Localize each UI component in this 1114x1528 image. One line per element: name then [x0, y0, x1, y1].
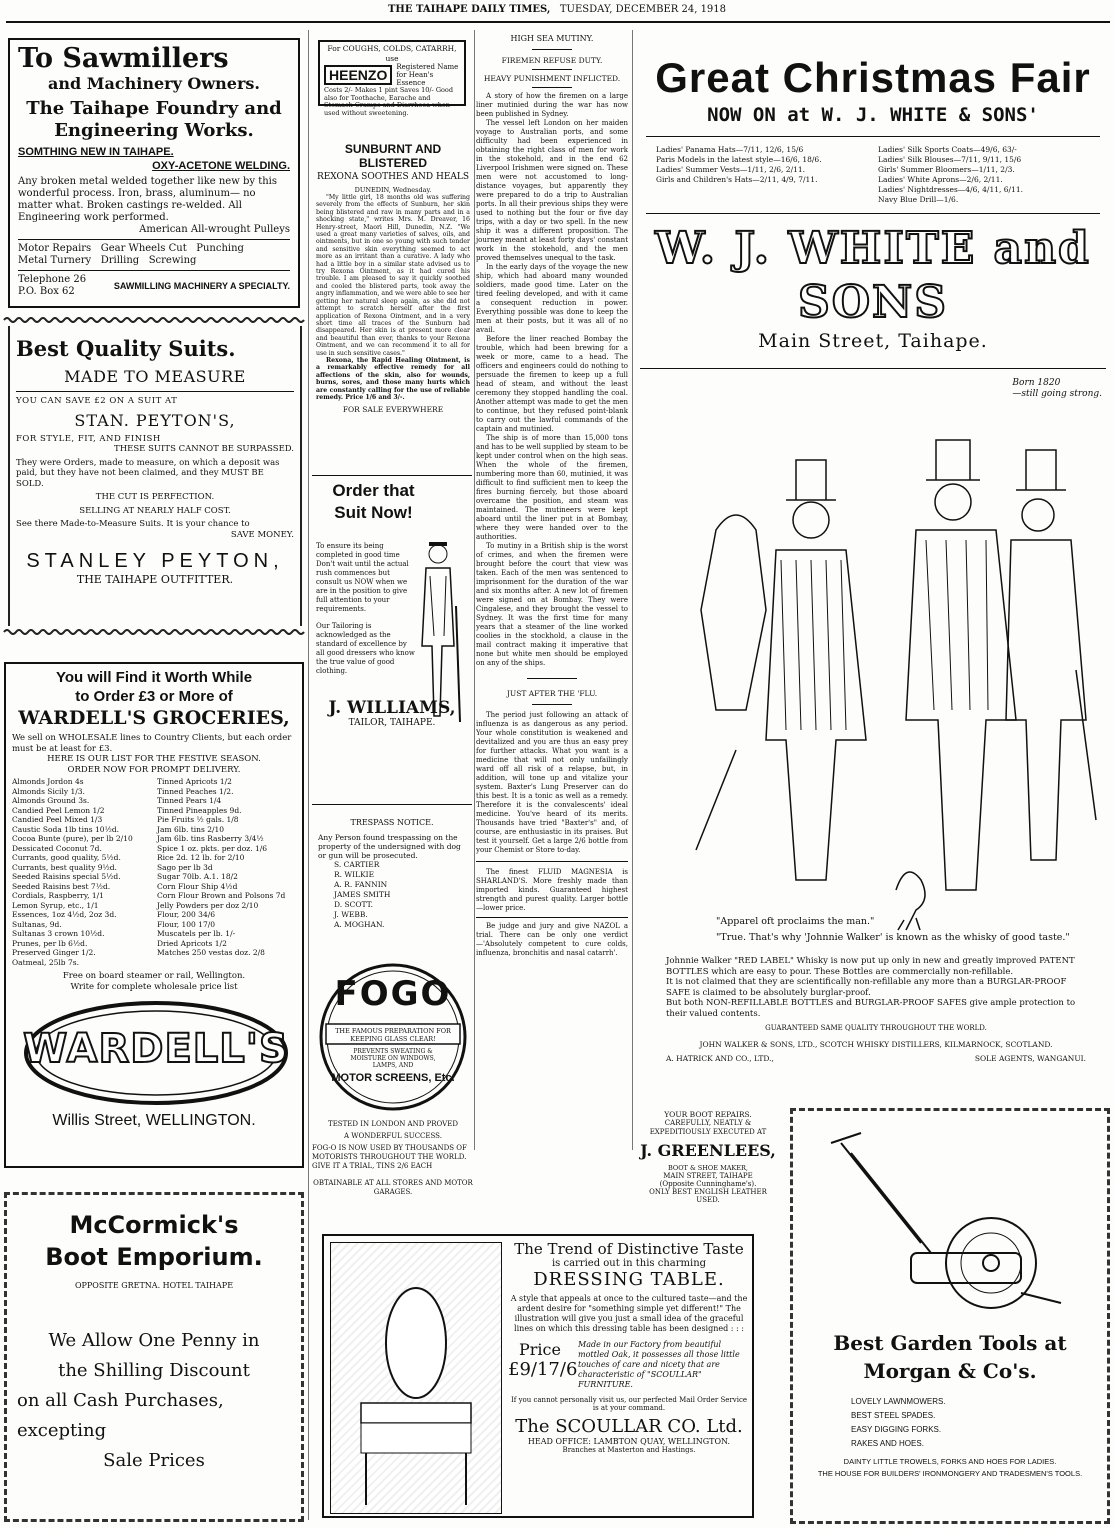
wardell-h1: You will Find it Worth While — [55, 669, 253, 686]
white-h2: NOW ON at W. J. WHITE & SONS' — [707, 104, 1039, 126]
trespass-body: Any Person found trespassing on the property of the undersigned with dog or gun will be prosecuted. — [318, 833, 461, 860]
mutiny-p1: A story of how the firemen on a large liner mutinied during the war has now been published in Sydney. — [476, 92, 628, 118]
suits-ad — [8, 326, 302, 626]
wardell-list-item: Sago per lb 3d — [157, 862, 213, 872]
fogo-obtain: OBTAINABLE AT ALL STORES AND MOTOR GARAGES. — [313, 1179, 473, 1196]
allow-line-1: We Allow One Penny in — [48, 1330, 260, 1351]
wardell-list-item: Candied Peel Mixed 1/3 — [12, 815, 103, 824]
walker-maker: JOHN WALKER & SONS, LTD., SCOTCH WHISKY DISTILLERS, KILMARNOCK, SCOTLAND. — [699, 1039, 1053, 1049]
services: Motor Repairs Gear Wheels Cut Punching Metal Turnery Drilling Screwing — [18, 243, 244, 266]
mccormick-title: McCormick's — [69, 1211, 239, 1239]
column-rule-1 — [308, 30, 309, 1520]
allow-line-3: on all Cash Purchases, excepting — [17, 1390, 224, 1441]
heenzo-reg: Registered Name for Hean's Essence — [396, 63, 459, 87]
heenzo-ad — [318, 40, 466, 117]
paper-date: TUESDAY, DECEMBER 24, 1918 — [559, 4, 727, 15]
wardell-list-item: Flour, 200 34/6 — [157, 910, 216, 919]
wardell-list-item: Seeded Raisins best 7½d. — [12, 881, 111, 891]
scoullar-h3: DRESSING TABLE. — [533, 1269, 725, 1290]
scoullar-made: Made in our Factory from beautiful mottled Oak, it possesses all those little touches of care and nicety that are characteristic of "SCOULLAR" FURNITURE. — [578, 1340, 740, 1389]
wardell-list-item: Jelly Powders per doz 2/10 — [157, 900, 259, 910]
wardell-list-item: Candied Peel Lemon 1/2 — [12, 805, 105, 815]
scoullar-copy — [508, 1240, 750, 1454]
column-rule-2 — [474, 30, 475, 1150]
fogo-motor: MOTOR SCREENS, Etc. — [331, 1072, 455, 1084]
allow-line-2: the Shilling Discount — [58, 1360, 250, 1381]
trespass-name: S. CARTIER — [334, 860, 380, 869]
wardell-h3: WARDELL'S GROCERIES, — [18, 707, 290, 729]
suits-save: YOU CAN SAVE £2 ON A SUIT AT — [16, 396, 178, 406]
mccormick-opp: OPPOSITE GRETNA. HOTEL TAIHAPE — [74, 1281, 234, 1290]
greenlees-l6: ONLY BEST ENGLISH LEATHER USED. — [649, 1188, 767, 1204]
wardell-left-list — [12, 777, 151, 967]
rexona-h2: REXONA SOOTHES AND HEALS — [316, 172, 470, 182]
walker-guarantee: GUARANTEED SAME QUALITY THROUGHOUT THE WORLD. — [765, 1024, 987, 1032]
greenlees-ad — [632, 1108, 784, 1220]
williams-h: Order that Suit Now! — [332, 481, 415, 522]
fogo-body: FOG-O IS NOW USED BY THOUSANDS OF MOTORISTS THROUGHOUT THE WORLD. GIVE IT A TRIAL, TINS 2/6 EACH — [312, 1144, 467, 1170]
williams-body: To ensure its being completed in good time Don't wait until the actual rush commences but consult us NOW when we are in the position to give full attention to your requirements. — [316, 542, 409, 613]
scoullar-name: The SCOULLAR CO. Ltd. — [515, 1416, 743, 1437]
walker-body: Johnnie Walker "RED LABEL" Whisky is now put up only in new and greatly improved PATENT BOTTLES which are easy to pour. These Bottles are commercially non-refillable. — [666, 956, 1075, 977]
williams-body2: Our Tailoring is acknowledged as the standard of excellence by all good dressers who know the true value of good clothing. — [316, 622, 415, 675]
wardell-right-list — [157, 777, 296, 967]
mutiny-p5: The ship is of more than 15,000 tons and has to be well supplied by steam to be kept under control when on the high seas. When the whole of the firemen, numbering more than 60, mutinied, it was difficult to find sufficient men to keep the fires burning fiercely, but those aboard overcame the position, and steam was maintained. The mutineers were kept aboard until the liner put in at Bombay, where they were handed over to the authorities. — [476, 434, 628, 541]
wardell-list-item: Preserved Ginger 1/2. — [12, 948, 96, 957]
greenlees-l5: (Opposite Cunninghame's). — [659, 1180, 757, 1188]
scoullar-h2: is carried out in this charming — [551, 1258, 707, 1269]
pulleys: American All-wrought Pulleys — [139, 224, 290, 235]
flu-body: The period just following an attack of influenza is as dangerous as any period. Your whole constitution is weakened and devitalized and you are thus an easy prey for further attacks. What you want is a medicine that will not only unfailingly ward off all risk of a relapse, but, in addition, will tone up and vitalize your system. Baxter's Lung Preserver can do this best. It is a tonic as well as a remedy. Therefore it is the convalescents' ideal medicine. You've heard of its merits. Thousands have tried "Baxter's" and, of course, are enthusiastic in its praises. But test it yourself. Get a large 2/6 bottle from your Chemist or Store to-day. — [476, 711, 628, 854]
williams-name: J. WILLIAMS, — [328, 698, 456, 718]
suits-l4: THE CUT IS PERFECTION. — [95, 492, 215, 502]
magnesia-notice: The finest FLUID MAGNESIA is SHARLAND'S. More freshly made than imported kinds. Guaranteed highest strength and purest quality. Larger bottle—lower price. — [476, 868, 628, 912]
white-list-item: Navy Blue Drill—1/6. — [878, 195, 959, 204]
trespass-name: R. WILKIE — [334, 870, 375, 879]
wardell-list-item: Sugar 70lb. A.1. 18/2 — [157, 872, 238, 881]
white-street: Main Street, Taihape. — [758, 330, 988, 352]
mccormick-title-2: Boot Emporium. — [45, 1243, 263, 1271]
greenlees-l3: BOOT & SHOE MAKER, — [668, 1164, 748, 1172]
column-rule-3 — [632, 30, 633, 1150]
fogo-logo: FOGO — [334, 974, 452, 1014]
greenlees-l1: YOUR BOOT REPAIRS. — [664, 1110, 752, 1119]
masthead — [0, 4, 1114, 20]
wardell-list-item: Almonds Sicily 1/3. — [12, 786, 85, 796]
mutiny-p6: To mutiny in a British ship is the worst of crimes, and when the firemen were brought before the court that view was taken. Each of the men was sentenced to imprisonment for the duration of the war and six months after. A new lot of firemen were signed on at Bombay. They were Cingalese, and they brought the vessel to Sydney. It was the first time for many years that a steamer of the line worked coolies in the stockhold, a clause in the mail contract making it imperative that none but white men should be employed on any of the ships. — [476, 542, 628, 667]
fogo-success: A WONDERFUL SUCCESS. — [344, 1132, 442, 1140]
white-h1: Great Christmas Fair — [655, 54, 1091, 101]
scoullar-price-box — [508, 1340, 578, 1390]
trespass-name: A. MOGHAN. — [334, 920, 385, 929]
wardell-list-item: Jam 6lb. tins 2/10 — [157, 824, 225, 834]
trespass-names — [334, 860, 466, 930]
trespass-name: D. SCOTT. — [334, 900, 373, 909]
greenlees-name: J. GREENLEES, — [640, 1141, 776, 1160]
wardell-h2: to Order £3 or More of — [75, 688, 233, 705]
fogo-tested: TESTED IN LONDON AND PROVED — [328, 1120, 458, 1128]
wardell-ad — [4, 662, 304, 1168]
suits-l3: They were Orders, made to measure, on which a deposit was paid, but they have not been claimed, and they MUST BE SOLD. — [16, 457, 280, 489]
white-name: W. J. WHITE and SONS — [655, 223, 1091, 328]
wardell-intro: We sell on WHOLESALE lines to Country Clients, but each order must be at least for £3. — [12, 733, 292, 754]
rexona-ad — [316, 142, 470, 467]
white-walker-ad — [636, 40, 1110, 1100]
morgan-h2: Morgan & Co's. — [863, 1359, 1037, 1383]
suits-shop: STAN. PEYTON'S, — [74, 410, 236, 430]
morgan-item: EASY DIGGING FORKS. — [851, 1425, 942, 1434]
wardell-list-item: Caustic Soda 1lb tins 10½d. — [12, 824, 120, 834]
wardell-list-item: Sultanas 3 crown 10½d. — [12, 929, 105, 938]
wardell-list-item: Cocoa Bunte (pure), per lb 2/10 — [12, 834, 133, 843]
suits-l7: SAVE MONEY. — [230, 529, 294, 540]
white-right-list — [878, 145, 1090, 205]
wardell-list-item: Dried Apricots 1/2 — [157, 938, 227, 948]
sawmillers-body: Any broken metal welded together like new by this wonderful process. Iron, brass, aluminum— no matter what. Broken castings re-welded. All Engineering work performed. — [18, 176, 277, 223]
morgan-dainty: DAINTY LITTLE TROWELS, FORKS AND HOES FOR LADIES. — [843, 1457, 1057, 1466]
white-list-item: Paris Models in the latest style—16/6, 18/6. — [656, 155, 822, 164]
rexona-sale: FOR SALE EVERYWHERE — [342, 405, 444, 415]
suits-sub: MADE TO MEASURE — [64, 367, 246, 386]
wardell-list-item: Tinned Apricots 1/2 — [157, 777, 232, 786]
sawmillers-sub: and Machinery Owners. — [48, 74, 260, 93]
wardell-list-item: Essences, 1oz 4½d, 2oz 3d. — [12, 910, 117, 919]
mccormick-ad — [4, 1192, 304, 1522]
suits-l5: SELLING AT NEARLY HALF COST. — [79, 505, 231, 516]
wardell-list-item: Spice 1 oz. pkts. per doz. 1/6 — [157, 843, 268, 853]
phone: Telephone 26 P.O. Box 62 — [18, 274, 87, 297]
wardell-logo — [22, 998, 289, 1108]
suits-title: Best Quality Suits. — [16, 336, 236, 361]
tailor-figure-illustration — [416, 536, 464, 726]
scoullar-office: HEAD OFFICE: LAMBTON QUAY, WELLINGTON. — [527, 1437, 731, 1446]
scoullar-price: £9/17/6 — [508, 1359, 578, 1380]
news-column — [476, 34, 628, 1104]
white-list-item: Girls' Summer Bloomers—1/11, 2/3. — [878, 165, 1015, 174]
mutiny-h3: HEAVY PUNISHMENT INFLICTED. — [483, 74, 621, 83]
rexona-dateline: DUNEDIN, Wednesday. — [354, 186, 432, 194]
wardell-list-item: Pie Fruits ½ gals. 1/8 — [157, 815, 239, 824]
suits-l2: THESE SUITS CANNOT BE SURPASSED. — [114, 444, 294, 454]
allow-line-4: Sale Prices — [103, 1450, 205, 1471]
greenlees-l4: MAIN STREET, TAIHAPE — [663, 1172, 753, 1180]
rexona-body: "My little girl, 18 months old was suffering severely from the effects of Sunburn, her skin being blistered and raw in many parts and in a shocking state," writes Mrs. M. Dreaver, 16 Henry-street, Maori Hill, Dunedin, N.Z. "We used a great many varieties of salves, oils, and ointments, but in one so young with such tender and sensitive skin everything seemed to act more as an irritant than a curative. A lady who had a little boy in a similar state advised us to try Rexona Ointment, as it had cured his trouble. I am pleased to say it quickly soothed and cooled the blistered parts, took away the angry inflammation, and we were able to see her getting her natural sleep again, as she did not attempt to scratch herself after the first application of Rexona Ointment, and in a very short time all traces of the Sunburn had disappeared. Her skin is at present more clear and beautiful than ever, thanks to your Rexona Ointment, and we can recommend it to all for use in such sensitive cases." — [316, 194, 470, 357]
walker-body3: But both NON-REFILLABLE BOTTLES and BURGLAR-PROOF SAFES give ample protection to their valued contents. — [666, 998, 1076, 1019]
rexona-h1: SUNBURNT AND BLISTERED — [344, 142, 442, 170]
wardell-list-item: Cordials, Raspberry, 1/1 — [12, 891, 104, 900]
rexona-body2: Rexona, the Rapid Healing Ointment, is a remarkably effective remedy for all affections of the skin, also for wounds, burns, sores, and those many hurts which are constantly calling for the use of reliable remedy. Price 1/6 and 3/-. — [316, 356, 470, 401]
wardell-list-item: Tinned Peaches 1/2. — [157, 786, 234, 796]
walker-quote2: "True. That's why 'Johnnie Walker' is known as the whisky of good taste." — [716, 932, 1070, 943]
morgan-h1: Best Garden Tools at — [833, 1331, 1067, 1355]
mutiny-h1: HIGH SEA MUTINY. — [510, 34, 594, 43]
morgan-house: THE HOUSE FOR BUILDERS' IRONMONGERY AND TRADESMEN'S TOOLS. — [817, 1469, 1083, 1478]
trespass-title: TRESPASS NOTICE. — [350, 818, 434, 827]
scoullar-mail: If you cannot personally visit us, our perfected Mail Order Service is at your command. — [510, 1396, 748, 1412]
suits-name: STANLEY PEYTON, — [26, 550, 284, 572]
white-list-item: Ladies' Summer Vests—1/11, 2/6, 2/11. — [656, 165, 806, 174]
trespass-notice — [312, 816, 472, 956]
masthead-rule — [6, 21, 1110, 23]
trespass-name: A. R. FANNIN — [334, 880, 388, 889]
scoullar-branches: Branches at Masterton and Hastings. — [562, 1446, 696, 1454]
wardell-list-item: Currants, good quality, 5½d. — [12, 853, 121, 862]
lawnmower-illustration — [821, 1123, 1079, 1323]
wardell-list-item: Prunes, per lb 6½d. — [12, 938, 88, 948]
wardell-address: Willis Street, WELLINGTON. — [52, 1112, 256, 1129]
white-list-item: Girls and Children's Hats—2/11, 4/9, 7/11. — [656, 175, 818, 184]
foundry-name: The Taihape Foundry and — [26, 98, 282, 119]
morgan-item: BEST STEEL SPADES. — [851, 1411, 936, 1420]
wardell-list-title: HERE IS OUR LIST FOR THE FESTIVE SEASON. — [47, 754, 261, 764]
wardell-write: Write for complete wholesale price list — [70, 981, 238, 992]
wardell-list-item: Almonds Ground 3s. — [12, 796, 90, 805]
something-new: SOMTHING NEW IN TAIHAPE. — [18, 146, 174, 158]
white-list-item: Ladies' Silk Blouses—7/11, 9/11, 15/6 — [878, 155, 1022, 164]
wardell-free: Free on board steamer or rail, Wellington. — [62, 971, 246, 981]
walker-illustration — [676, 420, 1096, 940]
suits-border-bottom — [4, 628, 306, 636]
walker-copy — [666, 956, 1086, 1065]
wardell-list-item: Corn Flour Ship 4½d — [157, 881, 238, 891]
dressing-table-illustration — [330, 1242, 502, 1514]
scoullar-price-label: Price — [519, 1340, 561, 1359]
wardell-list-item: Sultanas, 9d. — [12, 919, 62, 929]
walker-body2: It is not claimed that they are scientifically non-refillable any more than a BURGLAR-PROOF SAFE is claimed to be absolutely burglar-proof. — [666, 977, 1067, 998]
sawmillers-ad — [8, 38, 300, 308]
wardell-list-item: Tinned Pineapples 9d. — [157, 805, 242, 815]
wardell-list-item: Flour, 100 17/0 — [157, 919, 216, 929]
fogo-prevents: PREVENTS SWEATING & MOISTURE ON WINDOWS, LAMPS, AND — [350, 1048, 436, 1069]
wardell-list-item: Corn Flour Brown and Polsons 7d — [157, 891, 286, 900]
flu-heading: JUST AFTER THE 'FLU. — [506, 689, 598, 698]
wardell-list-item: Jam 6lb. tins Rasberry 3/4½ — [157, 834, 264, 843]
white-list-item: Ladies' Silk Sports Coats—49/6, 63/- — [878, 145, 1017, 154]
williams-ad — [312, 475, 472, 805]
morgan-items — [851, 1395, 1099, 1451]
wardell-order: ORDER NOW FOR PROMPT DELIVERY. — [67, 764, 241, 775]
walker-quote1: "Apparel oft proclaims the man." — [716, 916, 875, 927]
white-price-lists — [636, 145, 1110, 205]
wardell-list-item: Tinned Pears 1/4 — [157, 796, 222, 805]
mutiny-p3: In the early days of the voyage the new ship, which had aboard many wounded soldiers, made good time. Later on the tired feeling developed, and with it came a consequent reduction in power. Everything possible was done to keep the men at their posts, but it was all of no avail. — [476, 263, 628, 334]
scoullar-h1: The Trend of Distinctive Taste — [514, 1240, 744, 1258]
fogo-ring: THE FAMOUS PREPARATION FOR KEEPING GLASS CLEAR! — [335, 1027, 451, 1043]
specialty: SAWMILLING MACHINERY A SPECIALTY. — [113, 281, 290, 291]
trespass-name: J. WEBB. — [334, 910, 368, 919]
suits-l6: See there Made-to-Measure Suits. It is your chance to — [16, 519, 250, 529]
mccormick-allow — [17, 1326, 291, 1476]
wardell-list-item: Currants, best quality 9½d. — [12, 862, 117, 872]
white-list-item: Ladies' White Aprons—2/6, 2/11. — [878, 175, 1003, 184]
williams-place: TAILOR, TAIHAPE. — [348, 718, 436, 728]
trespass-name: JAMES SMITH — [334, 890, 391, 899]
scoullar-body: A style that appeals at once to the cultured taste—and the ardent desire for "something simple yet different!" The illustration will give you just a small idea of the graceful lines on which this dressing table has been designed : : : — [510, 1294, 748, 1333]
mutiny-article — [476, 92, 628, 668]
mutiny-h2: FIREMEN REFUSE DUTY. — [501, 56, 603, 65]
wardell-price-list — [12, 777, 296, 967]
heenzo-top: For COUGHS, COLDS, CATARRH, use — [327, 44, 457, 63]
wardell-logo-text: WARDELL'S — [23, 1026, 289, 1072]
wardell-list-item: Oatmeal, 25lb 7s. — [12, 957, 79, 967]
heenzo-logo: HEENZO — [324, 65, 392, 85]
heenzo-body: Costs 2/- Makes 1 pint Saves 10/- Good also for Toothache, Earache and Stomach Cramps and Diarrhoea when used without sweetening. — [324, 86, 454, 117]
foundry-name-2: Engineering Works. — [54, 120, 254, 141]
walker-agent: A. HATRICK AND CO., LTD., — [666, 1054, 774, 1063]
greenlees-l2: CAREFULLY, NEATLY & EXPEDITIOUSLY EXECUTED AT — [649, 1119, 767, 1136]
suits-l1: FOR STYLE, FIT, AND FINISH — [16, 433, 161, 444]
wardell-list-item: Rice 2d. 12 lb. for 2/10 — [157, 853, 245, 862]
wardell-list-item: Matches 250 vestas doz. 2/8 — [157, 948, 265, 957]
morgan-item: LOVELY LAWNMOWERS. — [851, 1397, 946, 1406]
wardell-list-item: Muscatels per lb. 1/- — [157, 929, 236, 938]
scoullar-ad — [322, 1234, 754, 1518]
fogo-badge — [318, 962, 468, 1112]
mutiny-p2: The vessel left London on her maiden voyage to Australian ports, and some difficulty had been experienced in obtaining the right class of men for work in the stokehold, and in the end 62 Liverpool Irishmen were signed on. These men were not accustomed to long-distance voyages, but apparently they were prepared to do a trip to Australian ports. In all their previous ships they were used to nothing but the four or five day trips, with a day or two spell. In the new ship it was a different proposition. The journey meant at least forty days' constant work in the stokehold, and the men proved themselves unequal to the task. — [476, 119, 629, 262]
walker-born: Born 1820 —still going strong. — [1012, 378, 1102, 399]
sawmillers-title: To Sawmillers — [18, 43, 229, 74]
morgan-item: RAKES AND HOES. — [851, 1439, 924, 1448]
wardell-list-item: Almonds Jordon 4s — [12, 777, 84, 786]
wardell-list-item: Lemon Syrup, etc., 1/1 — [12, 900, 99, 910]
suits-border-top — [4, 316, 306, 324]
white-left-list — [656, 145, 868, 205]
welding-heading: OXY-ACETONE WELDING. — [152, 160, 290, 172]
nazol-notice: Be judge and jury and give NAZOL a trial. There can be only one verdict—'Absolutely competent to cure colds, influenza, bronchitis and nasal catarrh'. — [476, 922, 628, 957]
paper-title: THE TAIHAPE DAILY TIMES, — [387, 4, 551, 15]
white-list-item: Ladies' Nightdresses—4/6, 4/11, 6/11. — [878, 185, 1023, 194]
mutiny-p4: Before the liner reached Bombay the trouble, which had been brewing for a week or more, came to a head. The officers and engineers could do nothing to persuade the firemen to keep up a full head of steam, and without the least ceremony they stopped handling the coal. Another attempt was made to get the men to continue, but they refused point-blank to carry out the lawful commands of the captain and mutinied. — [476, 335, 628, 433]
morgan-ad — [790, 1108, 1110, 1524]
wardell-list-item: Dessicated Coconut 7d. — [12, 843, 102, 853]
suits-outfitter: THE TAIHAPE OUTFITTER. — [76, 573, 234, 586]
white-list-item: Ladies' Panama Hats—7/11, 12/6, 15/6 — [656, 145, 804, 154]
wardell-list-item: Seeded Raisins special 5½d. — [12, 872, 121, 881]
walker-agent2: SOLE AGENTS, WANGANUI. — [974, 1054, 1086, 1063]
